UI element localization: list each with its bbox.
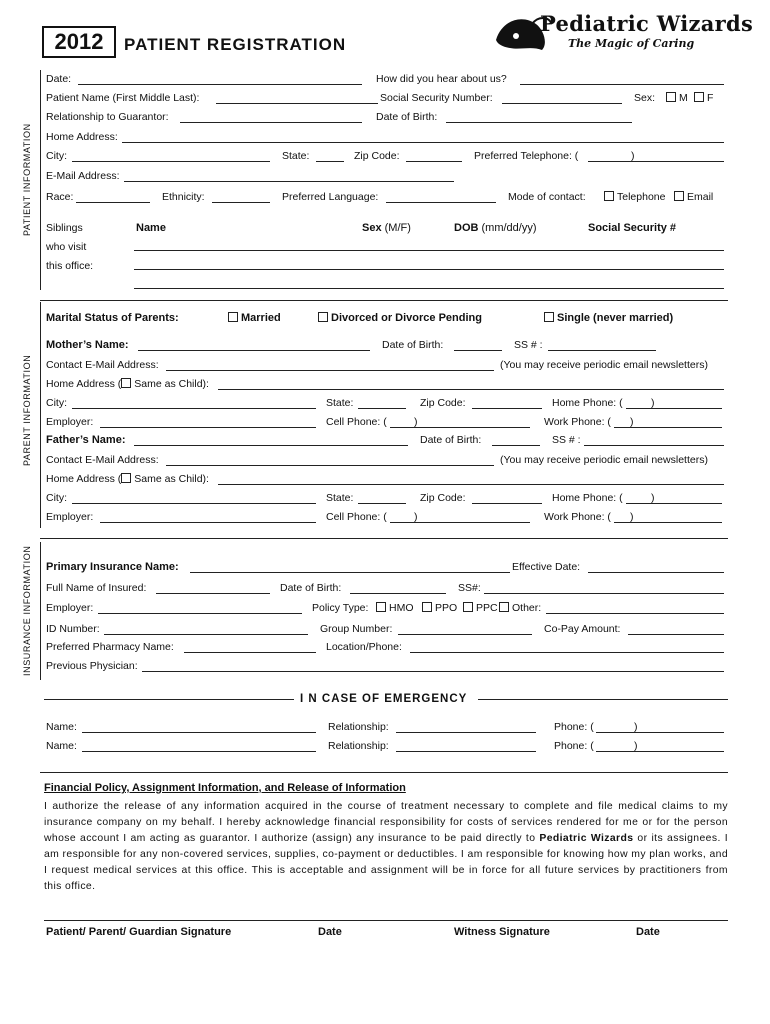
mother-employer-field[interactable] <box>100 427 316 428</box>
insured-name-label: Full Name of Insured: <box>46 582 147 594</box>
language-label: Preferred Language: <box>282 191 379 203</box>
copay-field[interactable] <box>628 634 724 635</box>
mother-home-phone-field[interactable] <box>626 408 722 409</box>
heard-about-field[interactable] <box>520 84 724 85</box>
col-sex-hint: (M/F) <box>384 222 411 234</box>
pharmacy-label: Preferred Pharmacy Name: <box>46 641 174 653</box>
checkbox-f[interactable] <box>694 92 704 102</box>
mother-work-close: ) <box>630 416 634 428</box>
father-home-phone-label: Home Phone: ( <box>552 492 623 504</box>
year-box: 2012 <box>42 26 116 58</box>
father-name-label: Father’s Name: <box>46 434 126 446</box>
policy-text-b: or its assignees. I am responsible for any non-covered services, supplies, co-payment or deductibles. I am responsible for knowing how my plan works, and I request medical services at this office. This is acceptable and assignment will be in force for all future services by practitioners from this office. <box>44 833 729 892</box>
father-ss-label: SS # : <box>552 434 581 446</box>
father-name-text: Father’s Name <box>46 434 122 446</box>
checkbox-ppc[interactable] <box>463 602 473 612</box>
patient-name-field[interactable] <box>216 103 378 104</box>
patient-dob-field[interactable] <box>446 122 632 123</box>
father-same-text: Same as Child): <box>134 473 209 485</box>
patient-signature-label: Patient/ Parent/ Guardian Signature <box>46 926 232 938</box>
father-state-label: State: <box>326 492 354 504</box>
email-label: E-Mail Address: <box>46 170 120 182</box>
policy-heading: Financial Policy, Assignment Information, and Release of Information <box>44 782 406 794</box>
divorced-text: Divorced or Divorce Pending <box>331 312 482 324</box>
group-number-field[interactable] <box>398 634 532 635</box>
father-city-label: City: <box>46 492 67 504</box>
checkbox-hmo[interactable] <box>376 602 386 612</box>
checkbox-single[interactable] <box>544 312 554 322</box>
ethnicity-label: Ethnicity: <box>162 191 205 203</box>
emergency-phone-1-label: Phone: ( <box>554 721 594 733</box>
ethnicity-field[interactable] <box>212 202 270 203</box>
checkbox-divorced[interactable] <box>318 312 328 322</box>
sex-f-text: F <box>707 92 714 104</box>
col-dob-hint: (mm/dd/yy) <box>481 222 537 234</box>
copay-label: Co-Pay Amount: <box>544 623 621 635</box>
checkbox-telephone[interactable] <box>604 191 614 201</box>
mother-name-text: Mother’s Name <box>46 339 125 351</box>
pharmacy-location-field[interactable] <box>410 652 724 653</box>
section-divider-2 <box>40 538 728 539</box>
home-address-field[interactable] <box>122 142 724 143</box>
mother-cell-field[interactable] <box>390 427 530 428</box>
siblings-label-3: this office: <box>46 260 94 272</box>
mother-home-text: Home Address ( <box>46 378 122 390</box>
mother-home-address-field[interactable] <box>218 389 724 390</box>
pharmacy-field[interactable] <box>184 652 316 653</box>
father-email-label: Contact E-Mail Address: <box>46 454 159 466</box>
mother-same-text: Same as Child): <box>134 378 209 390</box>
logo-name: Pediatric Wizards <box>540 11 754 36</box>
marital-single-option[interactable] <box>544 312 673 324</box>
policy-ppo-option[interactable] <box>422 602 457 614</box>
patient-state-label: State: <box>282 150 310 162</box>
previous-physician-label: Previous Physician: <box>46 660 138 672</box>
policy-text <box>44 799 728 895</box>
race-field[interactable] <box>76 202 150 203</box>
other-text: Other: <box>512 602 542 614</box>
pref-phone-field[interactable] <box>588 161 724 162</box>
mother-home-phone-close: ) <box>651 397 655 409</box>
father-employer-field[interactable] <box>100 522 316 523</box>
telephone-text: Telephone <box>617 191 666 203</box>
mother-employer-label: Employer: <box>46 416 94 428</box>
patient-date-label: Date: <box>46 73 72 85</box>
father-ss-field[interactable] <box>584 445 724 446</box>
checkbox-ppo[interactable] <box>422 602 432 612</box>
patient-ssn-field[interactable] <box>502 103 622 104</box>
checkbox-mother-same[interactable] <box>121 378 131 388</box>
mother-newsletter-note: (You may receive periodic email newsletters) <box>500 359 708 371</box>
relationship-label: Relationship to Guarantor: <box>46 111 169 123</box>
sex-m-option[interactable] <box>666 92 688 104</box>
mother-name-label: Mother’s Name: <box>46 339 129 351</box>
policy-text-bold: Pediatric Wizards <box>539 833 634 844</box>
insured-ss-label: SS#: <box>458 582 481 594</box>
witness-signature-label: Witness Signature <box>454 926 550 938</box>
father-dob-label: Date of Birth: <box>420 434 482 446</box>
father-state-field[interactable] <box>358 503 406 504</box>
emergency-phone-1-close: ) <box>634 721 638 733</box>
policy-ppc-option[interactable] <box>463 602 498 614</box>
father-name-field[interactable] <box>134 445 408 446</box>
pediatric-wizards-logo <box>492 10 754 56</box>
father-city-field[interactable] <box>72 503 316 504</box>
pref-phone-close: ) <box>631 150 635 162</box>
siblings-label-1: Siblings <box>46 222 83 234</box>
mother-ss-field[interactable] <box>548 350 656 351</box>
sex-f-option[interactable] <box>694 92 713 104</box>
mother-work-label: Work Phone: ( <box>544 416 611 428</box>
emergency-rule-right <box>478 699 728 700</box>
mother-zip-label: Zip Code: <box>420 397 466 409</box>
emergency-title: I N CASE OF EMERGENCY <box>300 693 468 705</box>
married-text: Married <box>241 312 281 324</box>
single-text: Single (never married) <box>557 312 674 324</box>
emergency-rel-2-label: Relationship: <box>328 740 389 752</box>
section-bar-parent <box>40 302 41 528</box>
ppo-text: PPO <box>435 602 458 614</box>
ppc-text: PPC <box>476 602 498 614</box>
section-divider-1 <box>40 300 728 301</box>
mother-dob-field[interactable] <box>454 350 502 351</box>
group-number-label: Group Number: <box>320 623 393 635</box>
emergency-name-2-label: Name: <box>46 740 77 752</box>
father-work-close: ) <box>630 511 634 523</box>
policy-type-label: Policy Type: <box>312 602 369 614</box>
hmo-text: HMO <box>389 602 414 614</box>
emergency-name-2-field[interactable] <box>82 751 316 752</box>
patient-date-field[interactable] <box>78 84 362 85</box>
patient-state-field[interactable] <box>316 161 344 162</box>
mother-cell-close: ) <box>414 416 418 428</box>
patient-dob-label: Date of Birth: <box>376 111 438 123</box>
father-home-phone-field[interactable] <box>626 503 722 504</box>
patient-zip-label: Zip Code: <box>354 150 400 162</box>
policy-hmo-option[interactable] <box>376 602 414 614</box>
mother-city-label: City: <box>46 397 67 409</box>
policy-other-field[interactable] <box>546 613 724 614</box>
signature-line[interactable] <box>44 920 728 921</box>
father-home-address-label <box>46 473 209 485</box>
section-label-insurance: INSURANCE INFORMATION <box>22 545 32 676</box>
id-number-label: ID Number: <box>46 623 100 635</box>
insured-name-field[interactable] <box>156 593 270 594</box>
mother-email-field[interactable] <box>166 370 494 371</box>
patient-city-field[interactable] <box>72 161 270 162</box>
mother-state-field[interactable] <box>358 408 406 409</box>
father-home-text: Home Address ( <box>46 473 122 485</box>
section-label-patient: PATIENT INFORMATION <box>22 123 32 236</box>
mother-cell-label: Cell Phone: ( <box>326 416 387 428</box>
siblings-col-ssn: Social Security # <box>588 222 677 234</box>
patient-zip-field[interactable] <box>406 161 462 162</box>
signature-date-2-label: Date <box>636 926 660 938</box>
checkbox-m[interactable] <box>666 92 676 102</box>
signature-date-1-label: Date <box>318 926 342 938</box>
previous-physician-field[interactable] <box>142 671 724 672</box>
father-cell-field[interactable] <box>390 522 530 523</box>
patient-sex-label: Sex: <box>634 92 656 104</box>
marital-married-option[interactable] <box>228 312 281 324</box>
sex-m-text: M <box>679 92 688 104</box>
father-home-address-field[interactable] <box>218 484 724 485</box>
checkbox-email[interactable] <box>674 191 684 201</box>
emergency-rel-1-field[interactable] <box>396 732 536 733</box>
siblings-label-2: who visit <box>46 241 87 253</box>
contact-email-option[interactable] <box>674 191 713 203</box>
mother-home-phone-label: Home Phone: ( <box>552 397 623 409</box>
siblings-col-sex <box>362 222 411 234</box>
contact-mode-label: Mode of contact: <box>508 191 586 203</box>
siblings-col-name: Name <box>136 222 166 234</box>
father-newsletter-note: (You may receive periodic email newsletters) <box>500 454 708 466</box>
language-field[interactable] <box>386 202 496 203</box>
mother-state-label: State: <box>326 397 354 409</box>
mother-name-field[interactable] <box>138 350 370 351</box>
page-title: PATIENT REGISTRATION <box>124 35 347 54</box>
mother-ss-label: SS # : <box>514 339 543 351</box>
section-bar-insurance <box>40 542 41 680</box>
home-address-label: Home Address: <box>46 131 118 143</box>
section-bar-patient <box>40 70 41 290</box>
emergency-phone-2-field[interactable] <box>596 751 724 752</box>
siblings-col-dob <box>454 222 537 234</box>
father-email-field[interactable] <box>166 465 494 466</box>
col-sex-text: Sex <box>362 222 382 234</box>
logo-tagline: The Magic of Caring <box>568 37 695 50</box>
policy-other-option[interactable] <box>499 602 541 614</box>
father-employer-label: Employer: <box>46 511 94 523</box>
race-label: Race: <box>46 191 74 203</box>
policy-text-a: I authorize the release of any information acquired in the course of treatment necessary to complete and file medical claims to my insurance company on my behalf. I hereby acknowledge financial responsibility for costs of services rendered for me or for the person whose account I am acting as guarantor. I authorize (assign) any insurance to be paid directly to <box>44 801 728 844</box>
marital-status-label: Marital Status of Parents: <box>46 312 179 324</box>
mother-dob-label: Date of Birth: <box>382 339 444 351</box>
father-zip-field[interactable] <box>472 503 542 504</box>
checkbox-other[interactable] <box>499 602 509 612</box>
emergency-rel-1-label: Relationship: <box>328 721 389 733</box>
checkbox-father-same[interactable] <box>121 473 131 483</box>
patient-city-label: City: <box>46 150 67 162</box>
patient-ssn-label: Social Security Number: <box>380 92 493 104</box>
col-dob-text: DOB <box>454 222 479 234</box>
primary-insurance-label: Primary Insurance Name: <box>46 561 179 573</box>
insured-dob-label: Date of Birth: <box>280 582 342 594</box>
emergency-rel-2-field[interactable] <box>396 751 536 752</box>
pref-phone-label: Preferred Telephone: ( <box>474 150 579 162</box>
father-zip-label: Zip Code: <box>420 492 466 504</box>
relationship-field[interactable] <box>180 122 362 123</box>
sibling-row-1[interactable] <box>134 250 724 251</box>
effective-date-field[interactable] <box>588 572 724 573</box>
patient-name-label: Patient Name (First Middle Last): <box>46 92 200 104</box>
sibling-row-2[interactable] <box>134 269 724 270</box>
mother-home-address-label <box>46 378 209 390</box>
father-dob-field[interactable] <box>492 445 540 446</box>
mother-email-label: Contact E-Mail Address: <box>46 359 159 371</box>
heard-about-label: How did you hear about us? <box>376 73 507 85</box>
primary-insurance-field[interactable] <box>190 572 510 573</box>
mother-zip-field[interactable] <box>472 408 542 409</box>
emergency-phone-1-field[interactable] <box>596 732 724 733</box>
section-label-parent: PARENT INFORMATION <box>22 354 32 466</box>
emergency-name-1-label: Name: <box>46 721 77 733</box>
mother-city-field[interactable] <box>72 408 316 409</box>
emergency-name-1-field[interactable] <box>82 732 316 733</box>
effective-date-label: Effective Date: <box>512 561 581 573</box>
father-cell-close: ) <box>414 511 418 523</box>
insured-ss-field[interactable] <box>484 593 724 594</box>
email-opt-text: Email <box>687 191 714 203</box>
id-number-field[interactable] <box>104 634 308 635</box>
insured-dob-field[interactable] <box>350 593 446 594</box>
email-field[interactable] <box>124 181 454 182</box>
contact-telephone-option[interactable] <box>604 191 665 203</box>
primary-insurance-text: Primary Insurance Name <box>46 561 176 573</box>
checkbox-married[interactable] <box>228 312 238 322</box>
father-cell-label: Cell Phone: ( <box>326 511 387 523</box>
emergency-phone-2-label: Phone: ( <box>554 740 594 752</box>
father-work-label: Work Phone: ( <box>544 511 611 523</box>
emergency-rule-left <box>44 699 294 700</box>
sibling-row-3[interactable] <box>134 288 724 289</box>
emergency-phone-2-close: ) <box>634 740 638 752</box>
ins-employer-field[interactable] <box>98 613 302 614</box>
marital-divorced-option[interactable] <box>318 312 482 324</box>
ins-employer-label: Employer: <box>46 602 94 614</box>
section-divider-3 <box>40 772 728 773</box>
father-home-phone-close: ) <box>651 492 655 504</box>
pharmacy-location-label: Location/Phone: <box>326 641 402 653</box>
